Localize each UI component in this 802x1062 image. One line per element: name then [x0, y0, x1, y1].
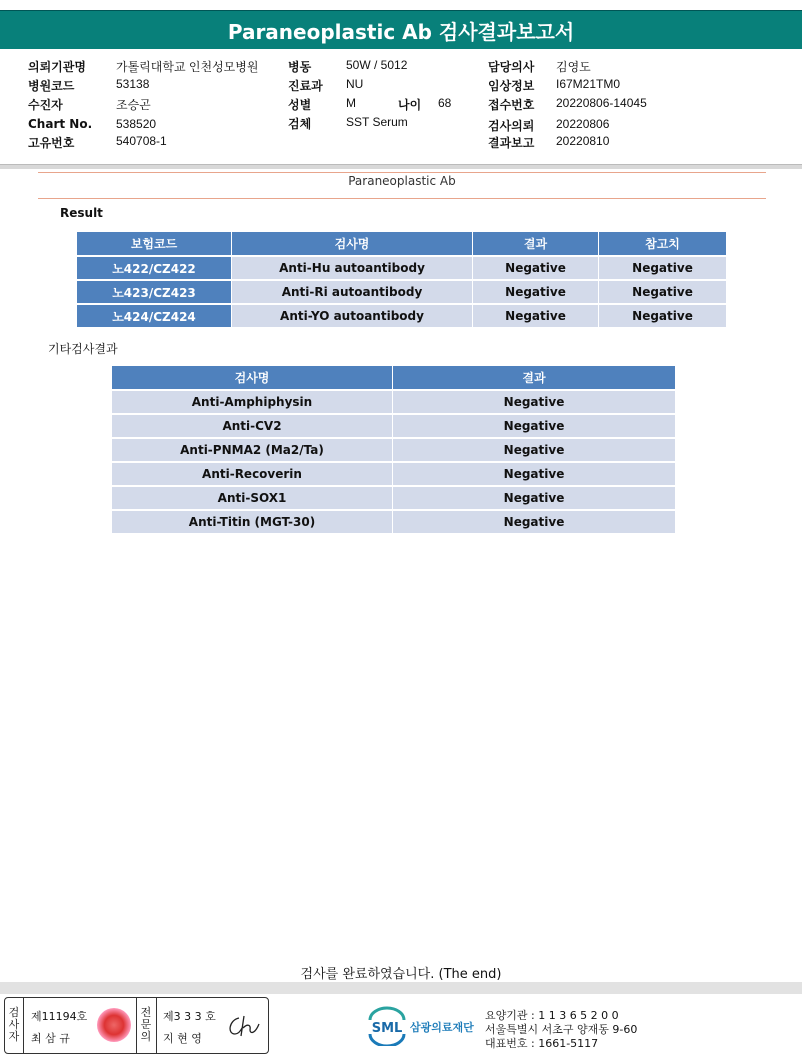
svg-text:SML: SML: [371, 1021, 403, 1036]
end-of-report-text: 검사를 완료하였습니다. (The end): [300, 967, 502, 982]
result-cell: Negative: [393, 463, 675, 487]
organization-name: 삼광의료재단: [410, 1021, 474, 1034]
examiner-name: 최 삼 규: [31, 1032, 70, 1045]
test-name-cell: Anti-YO autoantibody: [232, 305, 473, 329]
report-title: Paraneoplastic Ab 검사결과보고서: [0, 10, 802, 49]
header-value: 20220806: [556, 117, 610, 131]
column-header: 결과: [393, 366, 675, 391]
test-name-cell: Anti-CV2: [112, 415, 393, 439]
result-cell: Negative: [393, 511, 675, 535]
section-title: Paraneoplastic Ab: [348, 174, 456, 188]
header-key: 고유번호: [28, 136, 75, 150]
specialist-license: 제3 3 3 호: [163, 1010, 216, 1023]
header-key: 의뢰기관명: [28, 60, 86, 74]
signature-divider: [156, 998, 157, 1053]
test-name-cell: Anti-SOX1: [112, 487, 393, 511]
header-value: 538520: [116, 117, 157, 131]
institution-code: 요양기관 : 1 1 3 6 5 2 0 0: [485, 1009, 619, 1022]
table-row: [112, 463, 675, 487]
header-key: 진료과: [288, 79, 323, 93]
column-header: 검사명: [232, 232, 473, 257]
section-divider-top: [38, 172, 766, 173]
reference-cell: Negative: [599, 257, 726, 281]
other-results-table: [112, 366, 675, 535]
official-seal-icon: [97, 1008, 131, 1042]
age-value: 68: [438, 96, 452, 110]
column-header: 결과: [473, 232, 599, 257]
test-name-cell: Anti-PNMA2 (Ma2/Ta): [112, 439, 393, 463]
header-value: I67M21TM0: [556, 77, 621, 91]
signature-divider: [23, 998, 24, 1053]
header-key: 병동: [288, 60, 312, 74]
examiner-label: 검사자: [8, 1006, 20, 1043]
footer-band: [0, 982, 802, 994]
test-name-cell: Anti-Amphiphysin: [112, 391, 393, 415]
header-value: 김영도: [556, 60, 591, 74]
header-value: 20220810: [556, 134, 610, 148]
header-value: NU: [346, 77, 364, 91]
specialist-name: 지 현 영: [163, 1032, 202, 1045]
insurance-code-cell: 노423/CZ423: [77, 281, 232, 305]
result-cell: Negative: [473, 281, 599, 305]
section-divider-bottom: [38, 198, 766, 199]
institution-phone: 대표번호 : 1661-5117: [485, 1037, 599, 1050]
institution-address: 서울특별시 서초구 양재동 9-60: [485, 1023, 638, 1036]
header-key: 임상정보: [488, 79, 535, 93]
result-cell: Negative: [393, 415, 675, 439]
table-row: [112, 511, 675, 535]
header-key: 담당의사: [488, 60, 535, 74]
result-cell: Negative: [393, 391, 675, 415]
header-key: Chart No.: [28, 117, 93, 131]
header-value: 조승곤: [116, 98, 151, 112]
header-key: 검사의뢰: [488, 119, 535, 133]
table-row: [77, 305, 726, 329]
insurance-code-cell: 노424/CZ424: [77, 305, 232, 329]
test-name-cell: Anti-Recoverin: [112, 463, 393, 487]
result-cell: Negative: [393, 439, 675, 463]
insurance-code-cell: 노422/CZ422: [77, 257, 232, 281]
other-table-header: [112, 366, 675, 391]
age-label: 나이: [398, 98, 422, 112]
table-row: [77, 257, 726, 281]
column-header: 참고치: [599, 232, 726, 257]
test-name-cell: Anti-Ri autoantibody: [232, 281, 473, 305]
header-key: 검체: [288, 117, 312, 131]
column-header: 보험코드: [77, 232, 232, 257]
specialist-label: 전문의: [140, 1006, 152, 1043]
header-key: 결과보고: [488, 136, 535, 150]
header-value: 20220806-14045: [556, 96, 647, 110]
table-row: [112, 439, 675, 463]
column-header: 검사명: [112, 366, 393, 391]
table-row: [112, 391, 675, 415]
signature-divider: [136, 998, 137, 1053]
header-value: 540708-1: [116, 134, 167, 148]
result-table-header: [77, 232, 726, 257]
result-cell: Negative: [393, 487, 675, 511]
header-key: 성별: [288, 98, 312, 112]
header-separator: [0, 164, 802, 169]
result-cell: Negative: [473, 305, 599, 329]
header-value: 50W / 5012: [346, 58, 408, 72]
examiner-license: 제11194호: [31, 1010, 88, 1023]
handwritten-signature-icon: [225, 1012, 261, 1040]
other-results-label: 기타검사결과: [48, 342, 118, 356]
result-table: [77, 232, 726, 329]
header-key: 병원코드: [28, 79, 75, 93]
header-value: SST Serum: [346, 115, 408, 129]
result-cell: Negative: [473, 257, 599, 281]
header-value: 53138: [116, 77, 150, 91]
table-row: [77, 281, 726, 305]
reference-cell: Negative: [599, 305, 726, 329]
header-key: 접수번호: [488, 98, 535, 112]
header-value: 가톨릭대학교 인천성모병원: [116, 60, 259, 74]
table-row: [112, 415, 675, 439]
test-name-cell: Anti-Hu autoantibody: [232, 257, 473, 281]
result-label: Result: [60, 206, 103, 220]
table-row: [112, 487, 675, 511]
header-key: 수진자: [28, 98, 63, 112]
reference-cell: Negative: [599, 281, 726, 305]
signature-box: [4, 997, 269, 1054]
header-value: M: [346, 96, 356, 110]
sml-logo-icon: [366, 1006, 408, 1046]
test-name-cell: Anti-Titin (MGT-30): [112, 511, 393, 535]
